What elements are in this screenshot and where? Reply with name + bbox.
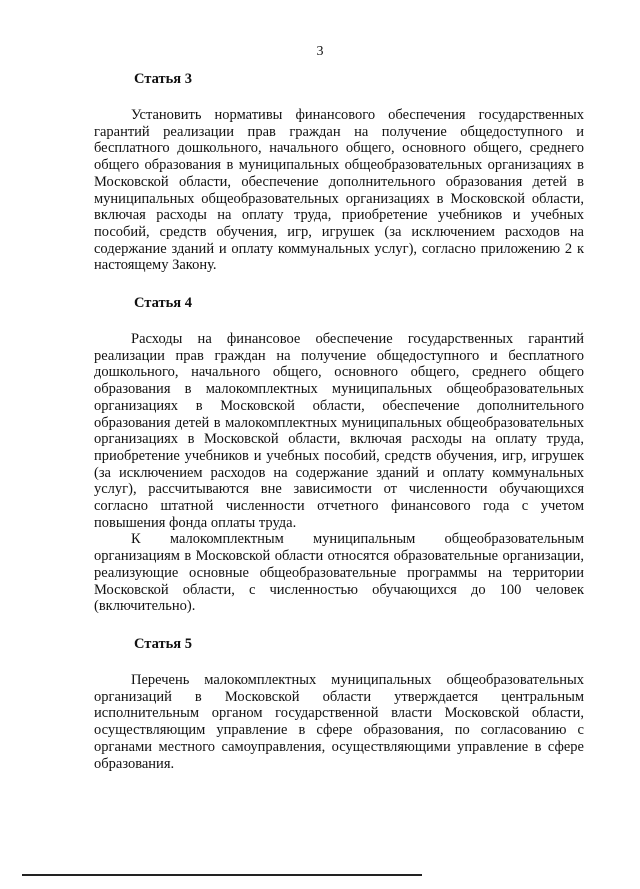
article-5 bbox=[94, 635, 584, 772]
document-body bbox=[94, 68, 584, 772]
bottom-rule bbox=[22, 874, 422, 876]
article-4-heading: Статья 4 bbox=[134, 295, 192, 312]
spacer bbox=[94, 312, 584, 331]
spacer bbox=[94, 88, 584, 107]
article-3-paragraph-1: Установить нормативы финансового обеспечения государственных гарантий реализации прав граждан на получение общедоступного и бесплатного дошкольного, начального общего, основного общего, среднего общего образования в муниципальных общеобразовательных организациях в Московской области, обеспечение дополнительного образования детей в муниципальных общеобразовательных организациях в Московской области, включая расходы на оплату труда, приобретение учебников и учебных пособий, средств обучения, игр, игрушек (за исключением расходов на содержание зданий и оплату коммунальных услуг), согласно приложению 2 к настоящему Закону. bbox=[94, 107, 584, 274]
article-4-paragraph-2: К малокомплектным муниципальным общеобразовательным организациям в Московской области относятся образовательные организации, реализующие основные общеобразовательные программы на территории Московской области, с численностью обучающихся до 100 человек (включительно). bbox=[94, 531, 584, 615]
spacer bbox=[94, 615, 584, 635]
article-4 bbox=[94, 294, 584, 615]
article-3 bbox=[94, 70, 584, 274]
article-5-heading: Статья 5 bbox=[134, 635, 192, 652]
article-3-heading: Статья 3 bbox=[134, 71, 192, 87]
article-5-paragraph-1: Перечень малокомплектных муниципальных общеобразовательных организаций в Московской области утверждается центральным исполнительным органом государственной власти Московской области, осуществляющим управление в сфере образования, по согласованию с органами местного самоуправления, осуществляющими управление в сфере образования. bbox=[94, 671, 584, 772]
article-4-paragraph-1: Расходы на финансовое обеспечение государственных гарантий реализации прав граждан на получение общедоступного и бесплатного дошкольного, начального общего, основного общего, среднего общего образования в малокомплектных муниципальных общеобразовательных организациях в Московской области, обеспечение дополнительного образования детей в малокомплектных муниципальных общеобразовательных организациях в Московской области, включая расходы на оплату труда, приобретение учебников и учебных пособий, средств обучения, игр, игрушек (за исключением расходов на содержание зданий и оплату коммунальных услуг), рассчитываются вне зависимости от численности обучающихся согласно штатной численности отчетного финансового года с учетом повышения фонда оплаты труда. bbox=[94, 331, 584, 531]
spacer bbox=[94, 653, 584, 672]
page-number: 3 bbox=[316, 44, 324, 59]
spacer bbox=[94, 274, 584, 294]
